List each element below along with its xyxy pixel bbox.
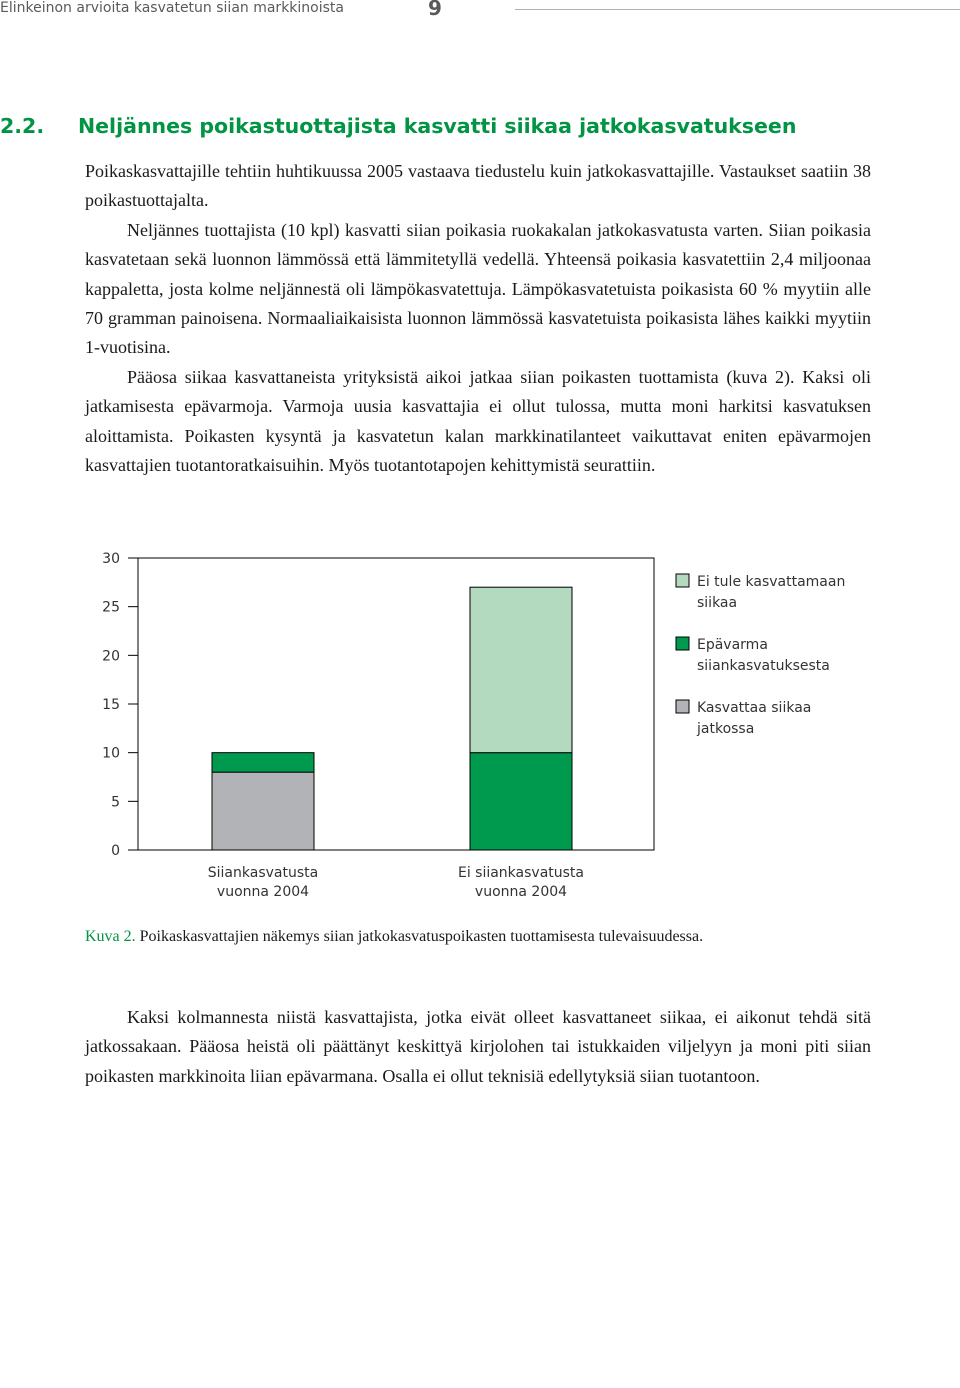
paragraph: Kaksi kolmannesta niistä kasvattajista, jotka eivät olleet kasvattaneet siikaa, ei aikonut tehdä sitä jatkossakaan. Pääosa heistä oli päättänyt keskittyä kirjolohen tai istukkaiden viljelyyn ja moni piti siian poikasten markkinoita liian epävarmana. Osalla ei ollut teknisiä edellytyksiä siian tuotantoon. [85, 1007, 871, 1086]
bar-chart [0, 540, 960, 910]
y-axis [102, 551, 138, 859]
bar-segment [212, 772, 314, 850]
y-tick-label: 10 [102, 745, 120, 762]
caption-label: Kuva 2. [85, 928, 136, 945]
legend-label: siiankasvatuksesta [697, 658, 830, 674]
bar-segment [470, 753, 572, 850]
section-title: Neljännes poikastuottajista kasvatti siikaa jatkokasvatukseen [78, 114, 797, 138]
legend [676, 574, 845, 737]
bar-segment [212, 753, 314, 772]
x-tick-label: Siiankasvatusta [207, 865, 319, 881]
legend-label: Ei tule kasvattamaan [697, 574, 846, 590]
legend-label: jatkossa [697, 721, 755, 737]
body-text-continued [85, 1003, 871, 1091]
x-tick-label: vuonna 2004 [474, 884, 568, 900]
header-rule [515, 9, 960, 10]
legend-swatch [676, 574, 689, 587]
body-text [85, 157, 871, 480]
running-header-title: Elinkeinon arvioita kasvatetun siian markkinoista [0, 0, 344, 16]
section-heading [0, 114, 796, 138]
legend-label: siikaa [697, 595, 738, 611]
figure-caption [85, 928, 703, 946]
x-axis-labels [208, 865, 584, 900]
bars [212, 587, 572, 850]
y-tick-label: 5 [111, 794, 120, 811]
paragraph: Neljännes tuottajista (10 kpl) kasvatti siian poikasia ruokakalan jatkokasvatusta varten. Siian poikasia kasvatetaan sekä luonnon lämmössä että lämmitetyllä vedellä. Yhteensä poikasia kasvatettiin 2,4 miljoonaa kappaletta, josta kolme neljännestä oli lämpökasvatettuja. Lämpökasvatetuista poikasista 60 % myytiin alle 70 gramman painoisena. Normaaliaikaisista luonnon lämmössä kasvatetuista poikasista lähes kaikki myytiin 1-vuotisina. [85, 219, 871, 358]
page-number: 9 [428, 0, 442, 20]
paragraph: Pääosa siikaa kasvattaneista yrityksistä aikoi jatkaa siian poikasten tuottamista (kuva 2). Kaksi oli jatkamisesta epävarmoja. Varmoja uusia kasvattajia ei ollut tulossa, mutta moni harkitsi kasvatuksen aloittamista. Poikasten kysyntä ja kasvatetun kalan markkinatilanteet vaikuttavat eniten epävarmojen kasvattajien tuotantoratkaisuihin. Myös tuotantotapojen kehittymistä seurattiin. [85, 366, 871, 476]
y-tick-label: 25 [102, 599, 120, 616]
legend-label: Epävarma [697, 637, 768, 653]
y-tick-label: 0 [111, 843, 120, 859]
y-tick-label: 20 [102, 648, 120, 665]
bar-segment [470, 587, 572, 752]
section-number: 2.2. [0, 114, 45, 138]
legend-swatch [676, 700, 689, 713]
paragraph: Poikaskasvattajille tehtiin huhtikuussa 2005 vastaava tiedustelu kuin jatkokasvattajille. Vastaukset saatiin 38 poikastuottajalta. [85, 161, 871, 211]
legend-label: Kasvattaa siikaa [697, 700, 812, 716]
legend-swatch [676, 637, 689, 650]
x-tick-label: Ei siiankasvatusta [457, 865, 585, 881]
caption-text: Poikaskasvattajien näkemys siian jatkokasvatuspoikasten tuottamisesta tulevaisuudessa. [139, 928, 704, 945]
y-tick-label: 30 [102, 551, 120, 567]
x-tick-label: vuonna 2004 [216, 884, 310, 900]
y-tick-label: 15 [102, 697, 120, 713]
